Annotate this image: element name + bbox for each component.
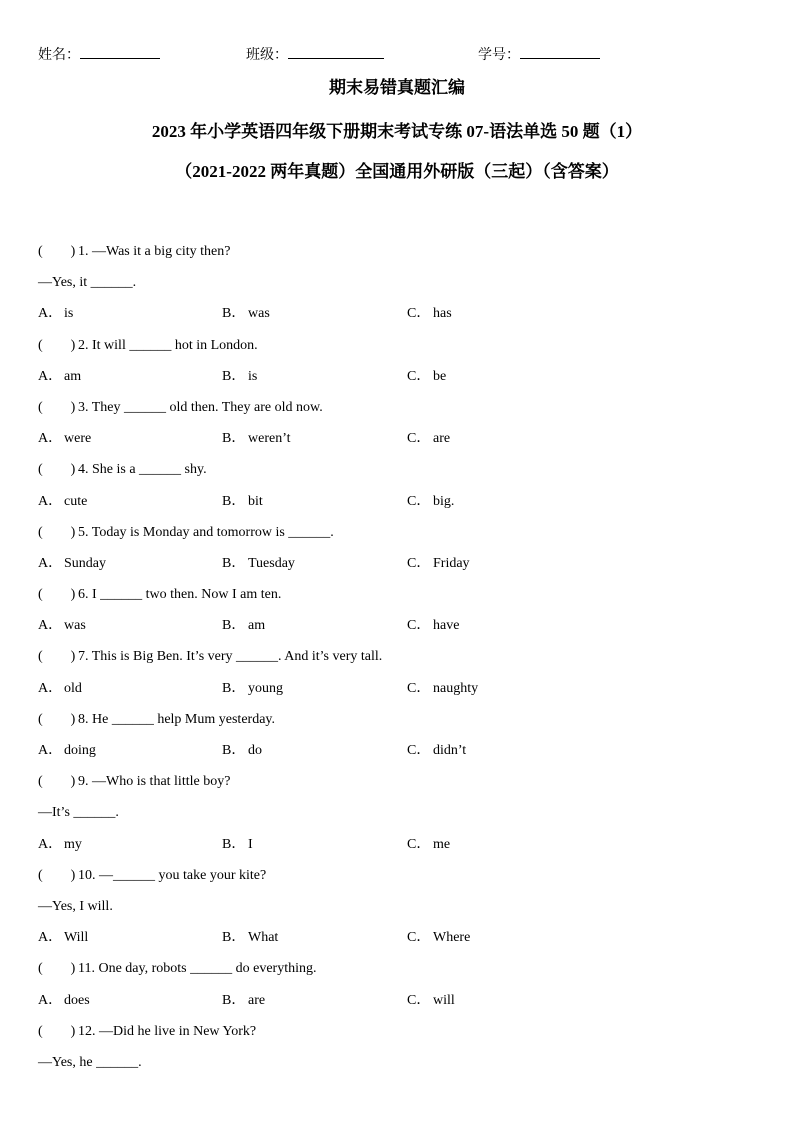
option-b[interactable] bbox=[222, 492, 263, 512]
number-blank[interactable] bbox=[520, 44, 600, 59]
class-blank[interactable] bbox=[288, 44, 384, 59]
question-stem bbox=[38, 242, 758, 273]
option-c[interactable] bbox=[407, 367, 446, 387]
option-text: naughty bbox=[433, 680, 479, 696]
answer-bracket[interactable]: ( ) bbox=[38, 774, 76, 790]
title-edition: （2021-2022 两年真题）全国通用外研版（三起）（含答案） bbox=[175, 162, 619, 181]
option-a[interactable] bbox=[38, 991, 90, 1011]
question-stem bbox=[38, 866, 758, 897]
question-list bbox=[38, 242, 758, 1084]
question-sentence: —Did he live in New York? bbox=[99, 1023, 257, 1039]
option-letter: C． bbox=[407, 836, 431, 852]
number-label: 学号： bbox=[478, 48, 520, 63]
question-number: 10. bbox=[78, 867, 96, 883]
question-stem bbox=[38, 523, 758, 554]
option-a[interactable] bbox=[38, 492, 87, 512]
option-text: Friday bbox=[433, 555, 470, 571]
option-text: my bbox=[64, 836, 82, 852]
question-text bbox=[38, 772, 230, 792]
question-sentence: They ______ old then. They are old now. bbox=[91, 399, 323, 415]
question-sentence: —Yes, it ______. bbox=[38, 275, 137, 291]
class-field[interactable] bbox=[246, 44, 384, 64]
option-b[interactable] bbox=[222, 835, 253, 855]
option-text: cute bbox=[64, 493, 88, 509]
option-letter: C． bbox=[407, 431, 431, 447]
option-letter: B． bbox=[222, 493, 246, 509]
option-text: I bbox=[248, 836, 253, 852]
options-row bbox=[38, 367, 758, 398]
question-text bbox=[38, 273, 136, 293]
option-text: are bbox=[433, 431, 451, 447]
option-letter: A． bbox=[38, 306, 63, 322]
question-sentence: —Yes, he ______. bbox=[38, 1054, 142, 1070]
option-c[interactable] bbox=[407, 492, 454, 512]
option-text: Will bbox=[64, 930, 89, 946]
question-stem bbox=[38, 1022, 758, 1053]
answer-bracket[interactable]: ( ) bbox=[38, 711, 76, 727]
question-number: 1. bbox=[78, 244, 89, 259]
option-c[interactable] bbox=[407, 741, 466, 761]
question-text bbox=[38, 803, 119, 823]
question-text bbox=[38, 460, 207, 480]
answer-bracket[interactable]: ( ) bbox=[38, 337, 76, 353]
option-a[interactable] bbox=[38, 554, 106, 574]
question-stem bbox=[38, 460, 758, 491]
answer-bracket[interactable]: ( ) bbox=[38, 961, 76, 977]
option-text: are bbox=[248, 992, 266, 1008]
option-text: What bbox=[248, 930, 279, 946]
question-text bbox=[38, 585, 281, 605]
question-line bbox=[38, 273, 758, 304]
option-text: Where bbox=[433, 930, 471, 946]
question-sentence: —Who is that little boy? bbox=[92, 774, 231, 790]
option-letter: A． bbox=[38, 743, 63, 758]
option-c[interactable] bbox=[407, 835, 450, 855]
question-number: 9. bbox=[78, 774, 89, 790]
option-text: was bbox=[248, 306, 270, 322]
question-sentence: —Yes, I will. bbox=[38, 898, 113, 914]
answer-bracket[interactable]: ( ) bbox=[38, 524, 76, 540]
option-letter: C． bbox=[407, 618, 431, 634]
option-letter: A． bbox=[38, 555, 63, 571]
options-row bbox=[38, 835, 758, 866]
title-main: 期末易错真题汇编 bbox=[329, 78, 465, 97]
answer-bracket[interactable]: ( ) bbox=[38, 462, 76, 478]
option-a[interactable] bbox=[38, 835, 82, 855]
options-row bbox=[38, 429, 758, 460]
option-b[interactable] bbox=[222, 679, 283, 699]
option-c[interactable] bbox=[407, 928, 470, 948]
name-blank[interactable] bbox=[80, 44, 160, 59]
name-field[interactable] bbox=[38, 44, 160, 64]
option-a[interactable] bbox=[38, 304, 73, 324]
options-row bbox=[38, 679, 758, 710]
question-text bbox=[38, 710, 275, 730]
option-a[interactable] bbox=[38, 679, 82, 699]
options-row bbox=[38, 304, 758, 335]
question-sentence: —Was it a big city then? bbox=[92, 244, 231, 259]
option-c[interactable] bbox=[407, 554, 470, 574]
question-sentence: This is Big Ben. It’s very ______. And it’s very tall. bbox=[91, 649, 383, 665]
option-letter: A． bbox=[38, 368, 63, 384]
question-number: 6. bbox=[78, 587, 89, 603]
option-letter: B． bbox=[222, 743, 246, 758]
question-number: 4. bbox=[78, 462, 89, 478]
name-label: 姓名： bbox=[38, 48, 80, 63]
options-row bbox=[38, 928, 758, 959]
option-letter: A． bbox=[38, 930, 63, 946]
option-b[interactable] bbox=[222, 554, 295, 574]
question-stem bbox=[38, 336, 758, 367]
question-stem bbox=[38, 585, 758, 616]
question-text bbox=[38, 1022, 256, 1042]
option-letter: B． bbox=[222, 431, 246, 447]
option-letter: C． bbox=[407, 555, 431, 571]
options-row bbox=[38, 991, 758, 1022]
question-sentence: He ______ help Mum yesterday. bbox=[92, 711, 275, 727]
option-b[interactable] bbox=[222, 304, 270, 324]
question-line bbox=[38, 897, 758, 928]
option-text: were bbox=[64, 431, 92, 447]
option-text: does bbox=[64, 992, 90, 1008]
question-number: 2. bbox=[78, 337, 89, 353]
option-text: Sunday bbox=[64, 555, 106, 571]
option-letter: C． bbox=[407, 493, 431, 509]
question-text bbox=[38, 1053, 142, 1073]
option-letter: C． bbox=[407, 306, 431, 322]
option-c[interactable] bbox=[407, 616, 459, 636]
option-letter: B． bbox=[222, 618, 246, 634]
options-row bbox=[38, 741, 758, 772]
question-stem bbox=[38, 647, 758, 678]
option-a[interactable] bbox=[38, 616, 86, 636]
option-a[interactable] bbox=[38, 928, 88, 948]
question-text bbox=[38, 398, 323, 418]
question-text bbox=[38, 866, 266, 886]
option-text: was bbox=[64, 618, 86, 634]
option-letter: B． bbox=[222, 306, 246, 322]
option-text: be bbox=[433, 368, 447, 384]
question-text bbox=[38, 647, 382, 667]
option-text: have bbox=[433, 618, 460, 634]
option-a[interactable] bbox=[38, 429, 91, 449]
option-letter: B． bbox=[222, 992, 246, 1008]
question-text bbox=[38, 523, 334, 543]
question-text bbox=[38, 959, 316, 979]
option-c[interactable] bbox=[407, 991, 455, 1011]
option-b[interactable] bbox=[222, 429, 291, 449]
answer-bracket[interactable]: ( ) bbox=[38, 867, 76, 883]
question-sentence: Today is Monday and tomorrow is ______. bbox=[91, 524, 334, 540]
question-line bbox=[38, 803, 758, 834]
question-sentence: One day, robots ______ do everything. bbox=[98, 961, 317, 977]
option-text: weren’t bbox=[248, 431, 291, 447]
option-text: do bbox=[248, 743, 262, 758]
option-b[interactable] bbox=[222, 367, 257, 387]
option-text: Tuesday bbox=[248, 555, 295, 571]
option-text: big. bbox=[433, 493, 455, 509]
student-info-row bbox=[38, 44, 758, 64]
question-number: 12. bbox=[78, 1023, 96, 1039]
option-text: am bbox=[64, 368, 82, 384]
option-text: is bbox=[64, 306, 74, 322]
question-sentence: —______ you take your kite? bbox=[99, 867, 267, 883]
option-letter: B． bbox=[222, 680, 246, 696]
option-letter: A． bbox=[38, 836, 63, 852]
answer-bracket[interactable]: ( ) bbox=[38, 649, 76, 665]
option-text: doing bbox=[64, 743, 96, 758]
option-letter: A． bbox=[38, 493, 63, 509]
option-a[interactable] bbox=[38, 367, 81, 387]
option-letter: B． bbox=[222, 930, 246, 946]
answer-bracket[interactable]: ( ) bbox=[38, 244, 76, 259]
option-a[interactable] bbox=[38, 741, 96, 761]
option-letter: C． bbox=[407, 930, 431, 946]
question-sentence: It will ______ hot in London. bbox=[92, 337, 258, 353]
option-letter: A． bbox=[38, 992, 63, 1008]
option-letter: B． bbox=[222, 368, 246, 384]
option-text: didn’t bbox=[433, 743, 467, 758]
title-subject: 2023 年小学英语四年级下册期末考试专练 07-语法单选 50 题（1） bbox=[151, 122, 643, 141]
option-c[interactable] bbox=[407, 429, 450, 449]
option-text: has bbox=[433, 306, 452, 322]
option-letter: A． bbox=[38, 680, 63, 696]
option-letter: C． bbox=[407, 992, 431, 1008]
question-text bbox=[38, 336, 258, 356]
question-sentence: She is a ______ shy. bbox=[92, 462, 207, 478]
options-row bbox=[38, 554, 758, 585]
option-letter: A． bbox=[38, 618, 63, 634]
options-row bbox=[38, 616, 758, 647]
option-text: me bbox=[433, 836, 451, 852]
option-text: bit bbox=[248, 493, 263, 509]
option-b[interactable] bbox=[222, 928, 278, 948]
question-number: 11. bbox=[78, 961, 95, 977]
option-text: am bbox=[248, 618, 266, 634]
question-number: 5. bbox=[78, 524, 89, 540]
question-sentence: —It’s ______. bbox=[38, 805, 119, 821]
option-b[interactable] bbox=[222, 991, 265, 1011]
question-stem bbox=[38, 398, 758, 429]
option-text: old bbox=[64, 680, 82, 696]
option-c[interactable] bbox=[407, 304, 452, 324]
question-sentence: I ______ two then. Now I am ten. bbox=[92, 587, 282, 603]
option-c[interactable] bbox=[407, 679, 478, 699]
answer-bracket[interactable]: ( ) bbox=[38, 1023, 76, 1039]
option-letter: C． bbox=[407, 743, 431, 758]
option-b[interactable] bbox=[222, 616, 265, 636]
question-text bbox=[38, 897, 113, 917]
option-letter: B． bbox=[222, 836, 246, 852]
option-text: is bbox=[248, 368, 258, 384]
options-row bbox=[38, 492, 758, 523]
number-field[interactable] bbox=[478, 44, 600, 64]
class-label: 班级： bbox=[246, 48, 288, 63]
answer-bracket[interactable]: ( ) bbox=[38, 587, 76, 603]
question-number: 8. bbox=[78, 711, 89, 727]
option-text: will bbox=[433, 992, 455, 1008]
question-number: 7. bbox=[78, 649, 89, 665]
option-letter: B． bbox=[222, 555, 246, 571]
question-number: 3. bbox=[78, 399, 89, 415]
question-stem bbox=[38, 959, 758, 990]
question-stem bbox=[38, 710, 758, 741]
option-letter: C． bbox=[407, 368, 431, 384]
question-line bbox=[38, 1053, 758, 1084]
question-stem bbox=[38, 772, 758, 803]
answer-bracket[interactable]: ( ) bbox=[38, 399, 76, 415]
option-text: young bbox=[248, 680, 283, 696]
option-letter: C． bbox=[407, 680, 431, 696]
question-text bbox=[38, 242, 230, 262]
option-b[interactable] bbox=[222, 741, 262, 761]
option-letter: A． bbox=[38, 431, 63, 447]
